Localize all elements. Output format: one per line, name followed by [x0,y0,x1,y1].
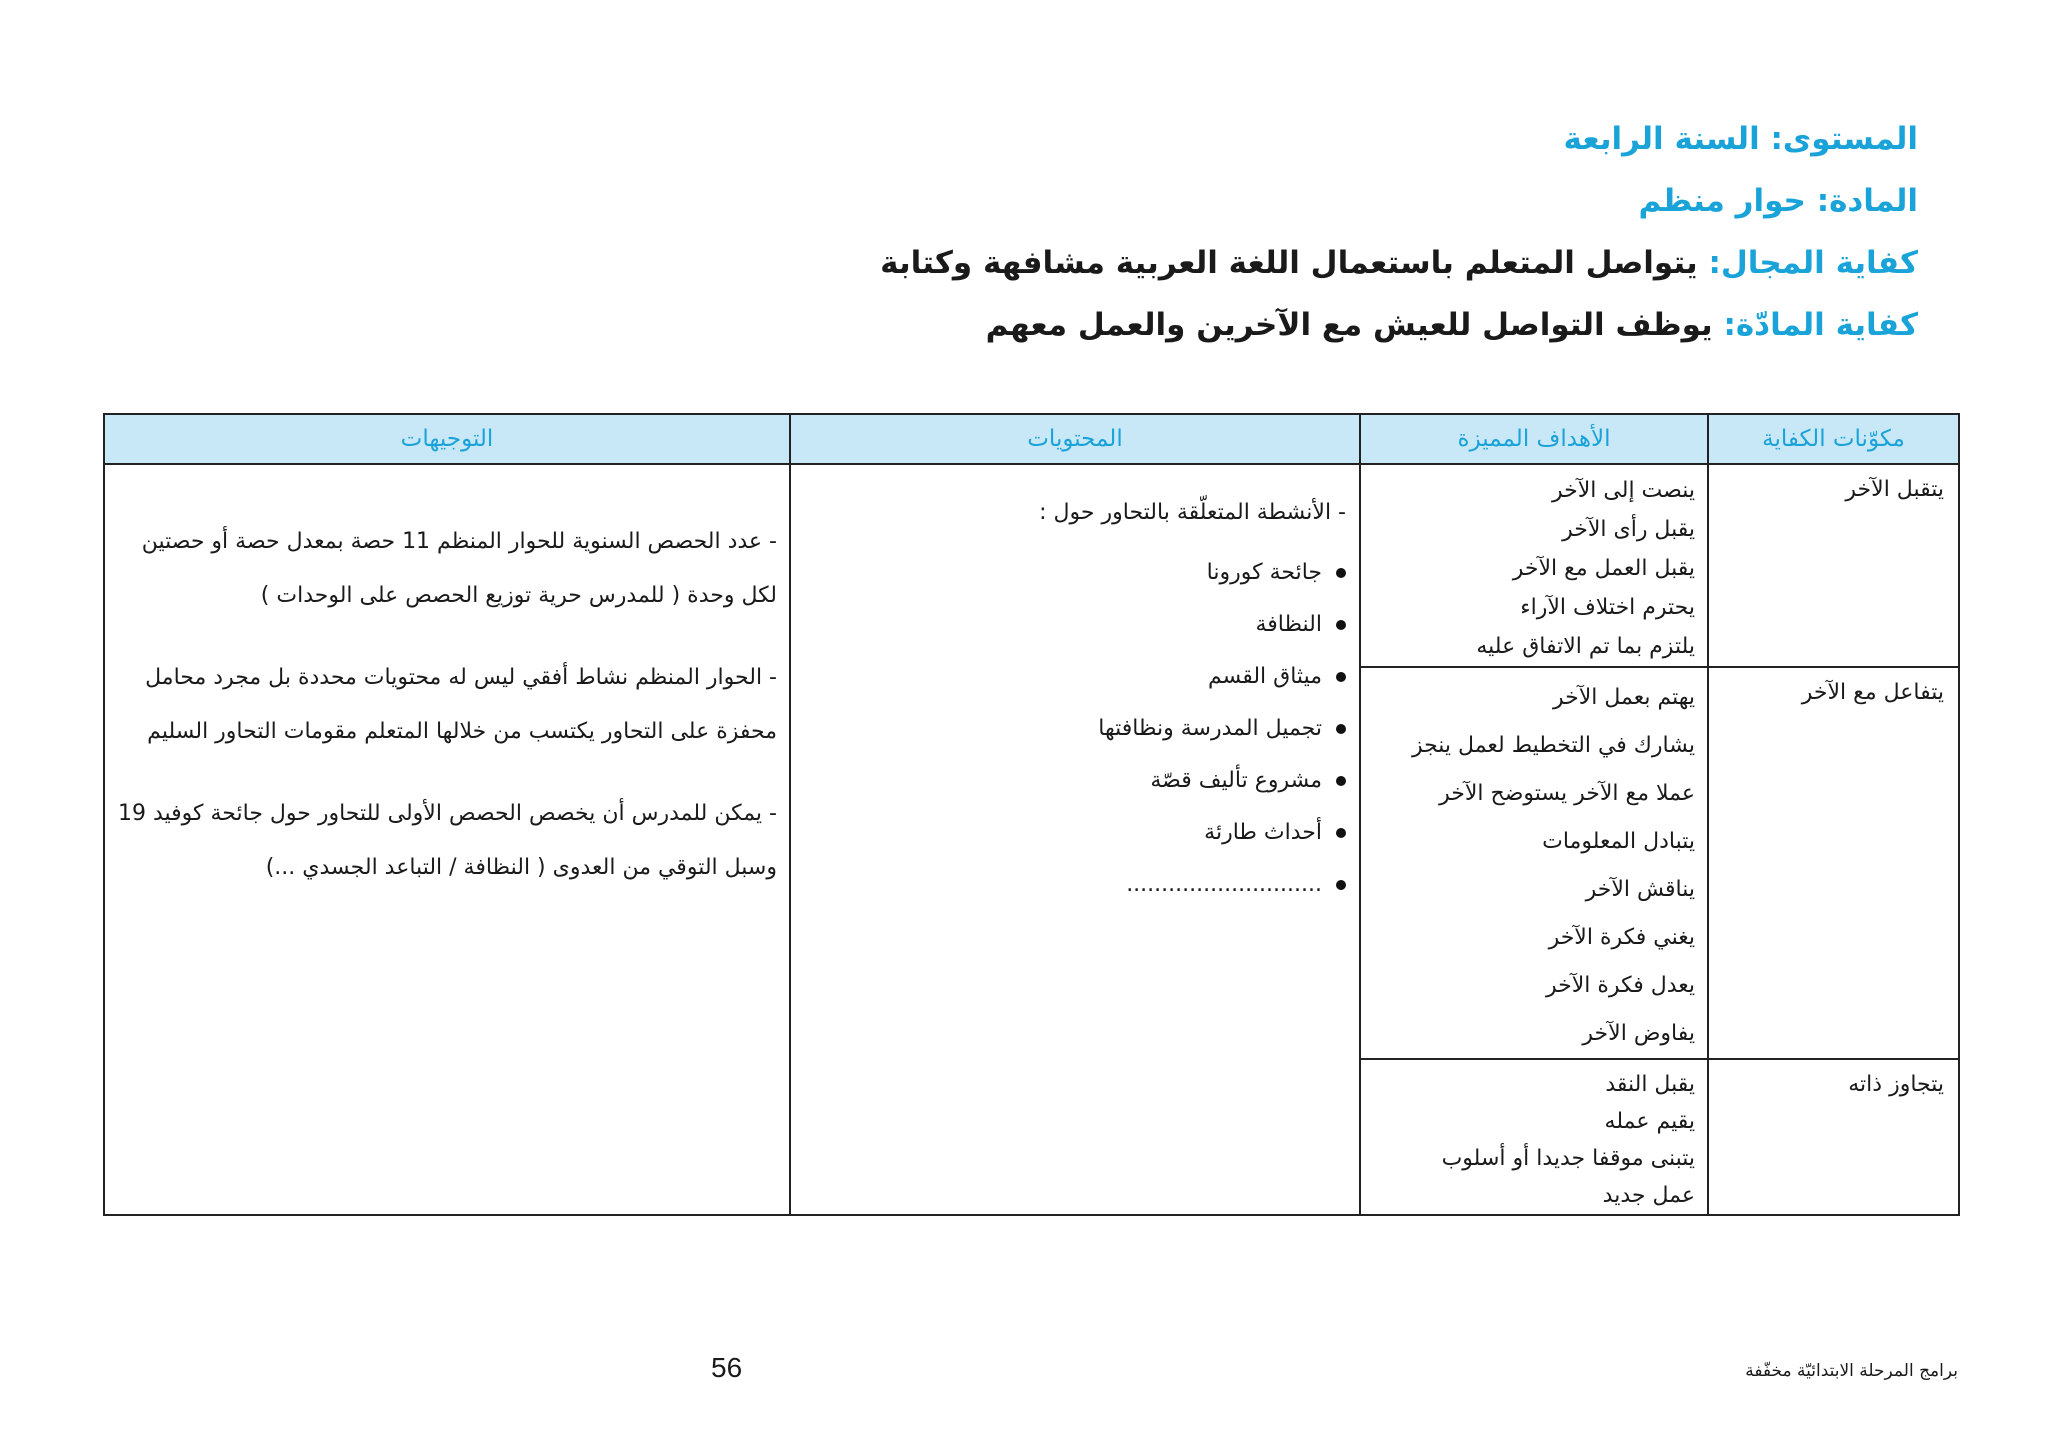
table-row [104,464,1959,667]
bullet-icon [1336,724,1346,734]
subject-value: حوار منظم [1638,183,1806,219]
goals-cell [1360,1059,1708,1215]
list-item-text: أحداث طارئة [1204,820,1322,845]
subject-competency-label: كفاية المادّة: [1723,307,1918,343]
list-item [791,859,1346,911]
list-item [791,755,1346,807]
list-item-text: ميثاق القسم [1207,664,1322,689]
goal-item: عمل جديد [1602,1183,1695,1208]
goal-item: ينصت إلى الآخر [1552,478,1695,503]
goal-item: يقيم عمله [1604,1109,1695,1134]
contents-list [791,547,1346,911]
goal-item: يحترم اختلاف الآراء [1520,595,1695,620]
subject-line [418,170,1918,232]
goal-item: يقبل النقد [1605,1072,1695,1097]
level-value: السنة الرابعة [1563,121,1760,157]
bullet-icon [1336,776,1346,786]
bullet-icon [1336,672,1346,682]
guideline-paragraph: - الحوار المنظم نشاط أفقي ليس له محتويات محددة بل مجرد محامل محفزة على التحاور يكتسب من خلالها المتعلم مقومات التحاور السليم [145,665,777,744]
list-item-text: مشروع تأليف قصّة [1150,768,1322,793]
component-cell: يتفاعل مع الآخر [1708,667,1959,1059]
domain-competency-line [418,232,1918,294]
goal-item: يلتزم بما تم الاتفاق عليه [1476,634,1695,659]
guidelines-cell [104,464,790,1215]
bullet-icon [1336,568,1346,578]
goal-item: يقبل العمل مع الآخر [1512,556,1695,581]
contents-intro: - الأنشطة المتعلّقة بالتحاور حول : [1039,500,1346,525]
table-header-row [104,414,1959,464]
goals-cell [1360,667,1708,1059]
list-item [791,703,1346,755]
guideline-paragraph: - يمكن للمدرس أن يخصص الحصص الأولى للتحاور حول جائحة كوفيد 19 وسبل التوقي من العدوى ( النظافة / التباعد الجسدي ...) [117,801,777,880]
document-header [418,108,1918,356]
contents-cell [790,464,1360,1215]
list-item [791,651,1346,703]
subject-competency-line [418,294,1918,356]
level-label: المستوى: [1770,121,1918,157]
goal-item: يشارك في التخطيط لعمل ينجز [1411,733,1695,758]
header-goals: الأهداف المميزة [1360,414,1708,464]
domain-competency-value: يتواصل المتعلم باستعمال اللغة العربية مشافهة وكتابة [880,245,1698,281]
list-item [791,807,1346,859]
bullet-icon [1336,620,1346,630]
bullet-icon [1336,828,1346,838]
goal-item: يقبل رأى الآخر [1562,517,1695,542]
list-item [791,599,1346,651]
bullet-icon [1336,880,1346,890]
goal-item: يهتم بعمل الآخر [1552,685,1695,710]
subject-competency-value: يوظف التواصل للعيش مع الآخرين والعمل معهم [985,307,1713,343]
header-components: مكوّنات الكفاية [1708,414,1959,464]
goals-cell [1360,464,1708,667]
goal-item: يفاوض الآخر [1582,1021,1695,1046]
goal-item: يغني فكرة الآخر [1548,925,1695,950]
domain-competency-label: كفاية المجال: [1708,245,1918,281]
subject-label: المادة: [1816,183,1918,219]
list-item-text: النظافة [1255,612,1322,637]
goal-item: يتبادل المعلومات [1542,829,1695,854]
level-line [418,108,1918,170]
list-item-text: ............................ [1126,872,1322,897]
goal-item: يتبنى موقفا جديدا أو أسلوب [1441,1146,1695,1171]
header-contents: المحتويات [790,414,1360,464]
list-item [791,547,1346,599]
page-number: 56 [711,1352,743,1383]
curriculum-table [103,413,1960,1216]
goal-item: يعدل فكرة الآخر [1546,973,1695,998]
footer-text: برامج المرحلة الابتدائيّة مخفّفة [1745,1361,1958,1381]
component-cell: يتجاوز ذاته [1708,1059,1959,1215]
list-item-text: تجميل المدرسة ونظافتها [1098,716,1322,741]
guideline-paragraph: - عدد الحصص السنوية للحوار المنظم 11 حصة بمعدل حصة أو حصتين لكل وحدة ( للمدرس حرية توزيع الحصص على الوحدات ) [141,529,777,608]
goal-item: يناقش الآخر [1585,877,1695,902]
header-guidelines: التوجيهات [104,414,790,464]
component-cell: يتقبل الآخر [1708,464,1959,667]
goal-item: عملا مع الآخر يستوضح الآخر [1439,781,1695,806]
list-item-text: جائحة كورونا [1206,560,1322,585]
